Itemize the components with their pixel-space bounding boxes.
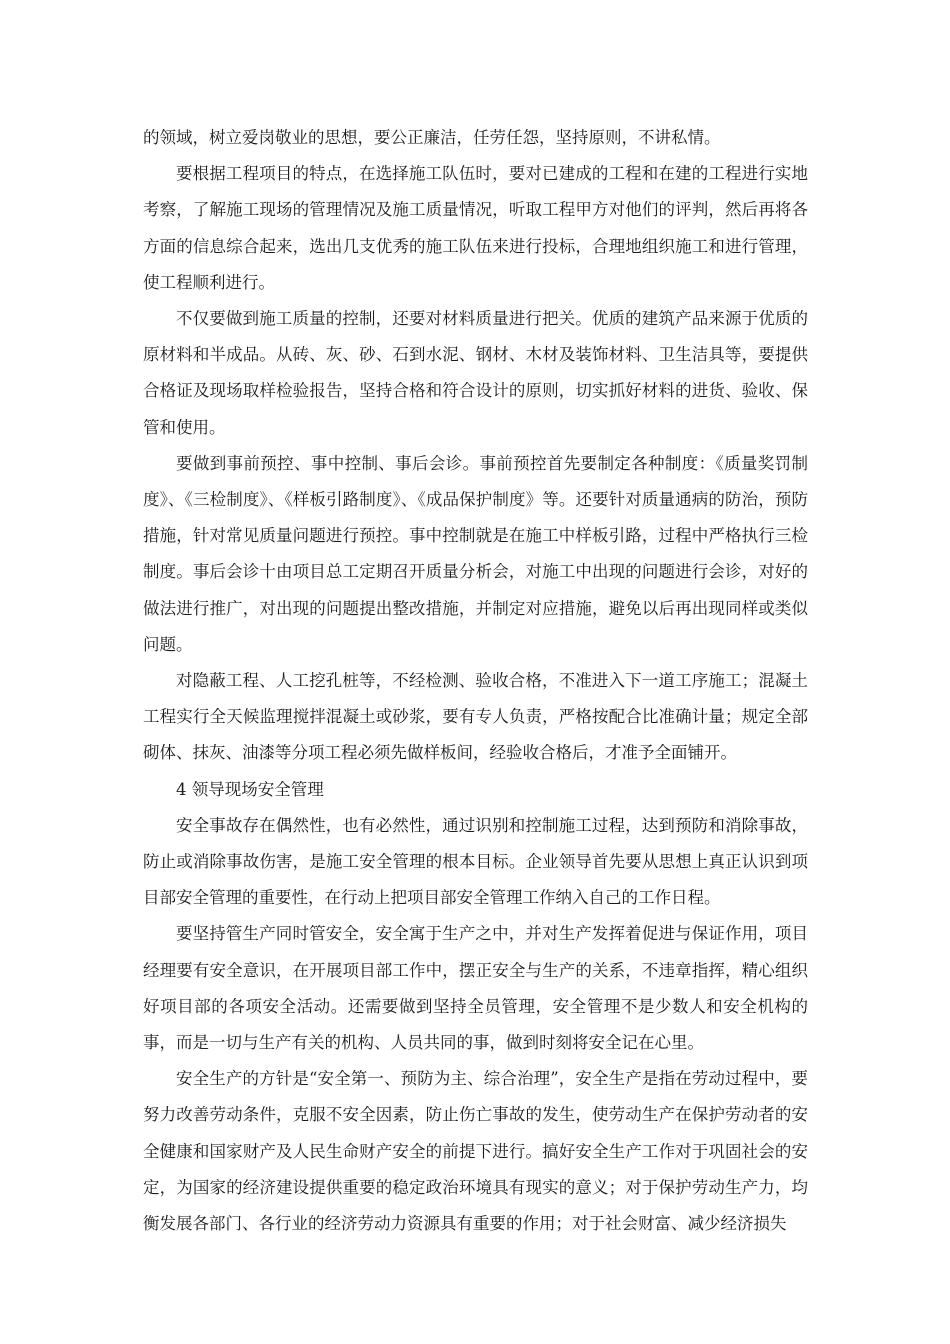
document-body <box>143 120 808 1242</box>
paragraph-safety-policy: 安全生产的方针是“安全第一、预防为主、综合治理”，安全生产是指在劳动过程中，要努力改善劳动条件，克服不安全因素，防止伤亡事故的发生，使劳动生产在保护劳动者的安全健康和国家财产及人民生命财产安全的前提下进行。搞好安全生产工作对于巩固社会的安定，为国家的经济建设提供重要的稳定政治环境具有现实的意义；对于保护劳动生产力，均衡发展各部门、各行业的经济劳动力资源具有重要的作用；对于社会财富、减少经济损失 <box>143 1069 808 1234</box>
paragraph-safety-goal: 安全事故存在偶然性，也有必然性，通过识别和控制施工过程，达到预防和消除事故，防止或消除事故伤害，是施工安全管理的根本目标。企业领导首先要从思想上真正认识到项目部安全管理的重要性，在行动上把项目部安全管理工作纳入自己的工作日程。 <box>143 815 808 908</box>
paragraph-concealed-works: 对隐蔽工程、人工挖孔桩等，不经检测、验收合格，不准进入下一道工序施工；混凝土工程实行全天候监理搅拌混凝土或砂浆，要有专人负责，严格按配合比准确计量；规定全部砌体、抹灰、油漆等分项工程必须先做样板间，经验收合格后，才准予全面铺开。 <box>143 671 808 763</box>
section-heading: 4 领导现场安全管理 <box>176 779 324 799</box>
paragraph-material-quality: 不仅要做到施工质量的控制，还要对材料质量进行把关。优质的建筑产品来源于优质的原材料和半成品。从砖、灰、砂、石到水泥、钢材、木材及装饰材料、卫生洁具等，要提供合格证及现场取样检验报告，坚持合格和符合设计的原则，切实抓好材料的进货、验收、保管和使用。 <box>143 309 808 437</box>
paragraph-quality-control: 要做到事前预控、事中控制、事后会诊。事前预控首先要制定各种制度：《质量奖罚制度》、《三检制度》、《样板引路制度》、《成品保护制度》等。还要针对质量通病的防治，预防措施，针对常见质量问题进行预控。事中控制就是在施工中样板引路，过程中严格执行三检制度。事后会诊十由项目总工定期召开质量分析会，对施工中出现的问题进行会诊，对好的做法进行推广，对出现的问题提出整改措施，并制定对应措施，避免以后再出现同样或类似问题。 <box>143 453 808 654</box>
paragraph-team-selection: 要根据工程项目的特点，在选择施工队伍时，要对已建成的工程和在建的工程进行实地考察，了解施工现场的管理情况及施工质量情况，听取工程甲方对他们的评判，然后再将各方面的信息综合起来，选出几支优秀的施工队伍来进行投标，合理地组织施工和进行管理，使工程顺利进行。 <box>143 164 808 292</box>
paragraph-continuation: 的领域，树立爱岗敬业的思想，要公正廉洁，任劳任怨，坚持原则，不讲私情。 <box>143 128 721 147</box>
paragraph-safety-production: 要坚持管生产同时管安全，安全寓于生产之中，并对生产发挥着促进与保证作用，项目经理要有安全意识，在开展项目部工作中，摆正安全与生产的关系，不违章指挥，精心组织好项目部的各项安全活动。还需要做到坚持全员管理，安全管理不是少数人和安全机构的事，而是一切与生产有关的机构、人员共同的事，做到时刻将安全记在心里。 <box>143 924 808 1053</box>
